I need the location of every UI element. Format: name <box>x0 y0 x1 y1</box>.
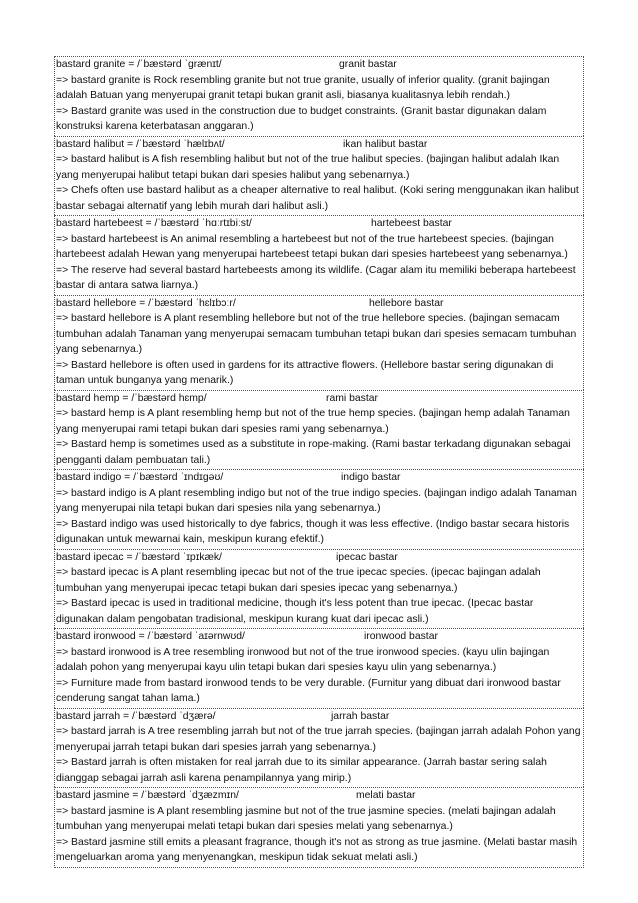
entry-definition: => bastard ipecac is A plant resembling ipecac but not of the true ipecac species. (ipecac bajingan adalah tumbuhan yang menyerupai ipecac tetapi bukan dari spesies ipecac yang sebenarnya.) <box>56 567 541 594</box>
entry-example: => Bastard hemp is sometimes used as a substitute in rope-making. (Rami bastar terkadang digunakan sebagai pengganti dalam pembuatan tali.) <box>56 439 571 466</box>
entry-example: => Bastard jarrah is often mistaken for real jarrah due to its similar appearance. (Jarrah bastar sering salah dianggap sebagai jarrah asli karena penampilannya yang mirip.) <box>56 757 547 784</box>
entry-term: bastard ipecac = /ˈbæstərd ˈɪpɪkæk/ <box>56 551 222 563</box>
entry-example: => Bastard ipecac is used in traditional medicine, though it's less potent than true ipecac. (Ipecac bastar digunakan dalam pengobatan tradisional, meskipun kurang kuat dari ipecac asli.) <box>56 598 534 625</box>
entry-definition: => bastard hartebeest is An animal resembling a hartebeest but not of the true hartebeest species. (bajingan hartebeest adalah Hewan yang menyerupai hartebeest tetapi bukan dari spesies hartebeest yang sebenarnya.) <box>56 233 568 260</box>
entry-example: => Bastard granite was used in the construction due to budget constraints. (Granit bastar digunakan dalam konstruksi karena keterbatasan anggaran.) <box>56 105 547 132</box>
entry-translation: hellebore bastar <box>369 297 444 309</box>
entry-translation: hartebeest bastar <box>371 218 452 229</box>
dictionary-page <box>54 56 584 868</box>
entry-term: bastard hemp = /ˈbæstərd hɛmp/ <box>56 392 207 404</box>
entry-term: bastard indigo = /ˈbæstərd ˈɪndɪɡəʊ/ <box>56 472 224 483</box>
entry-header <box>56 137 583 153</box>
entry-translation: indigo bastar <box>341 472 401 483</box>
entry-example: => Bastard indigo was used historically to dye fabrics, though it was less effective. (Indigo bastar secara historis digunakan untuk mewarnai kain, meskipun kurang efektif.) <box>56 518 570 545</box>
entry-example: => Chefs often use bastard halibut as a cheaper alternative to real halibut. (Koki sering menggunakan ikan halibut bastar sebagai alternatif yang lebih murah dari halibut asli.) <box>56 185 579 212</box>
entry-term: bastard hellebore = /ˈbæstərd ˈhɛlɪbɔːr/ <box>56 297 236 309</box>
entry-bastard-hemp <box>54 390 584 470</box>
entry-translation: ipecac bastar <box>336 551 398 563</box>
entry-definition: => bastard ironwood is A tree resembling ironwood but not of the true ironwood species. (kayu ulin bajingan adalah pohon yang menyerupai kayu ulin tetapi bukan dari spesies kayu ulin yang sebenarnya.) <box>56 646 550 673</box>
entry-header <box>56 709 583 725</box>
entry-term: bastard granite = /ˈbæstərd ˈɡrænɪt/ <box>56 59 222 70</box>
entry-bastard-indigo <box>54 469 584 549</box>
entry-header <box>56 788 583 804</box>
entry-term: bastard ironwood = /ˈbæstərd ˈaɪərnwʊd/ <box>56 631 245 642</box>
entry-bastard-jarrah <box>54 708 584 788</box>
entry-term: bastard jarrah = /ˈbæstərd ˈdʒærə/ <box>56 710 216 722</box>
entry-definition: => bastard hemp is A plant resembling hemp but not of the true hemp species. (bajingan hemp adalah Tanaman yang menyerupai rami tetapi bukan dari spesies rami yang sebenarnya.) <box>56 408 570 435</box>
entry-header <box>56 391 583 407</box>
entry-translation: jarrah bastar <box>331 710 390 722</box>
entry-definition: => bastard hellebore is A plant resembling hellebore but not of the true hellebore species. (bajingan semacam tumbuhan adalah Tanaman yang menyerupai semacam tumbuhan tetapi bukan dari spesies semacam tumbuhan yang sebenarnya.) <box>56 313 577 355</box>
entry-translation: ironwood bastar <box>364 631 438 642</box>
entry-bastard-ironwood <box>54 628 584 708</box>
entry-term: bastard jasmine = /ˈbæstərd ˈdʒæzmɪn/ <box>56 790 239 801</box>
entry-header <box>56 216 583 232</box>
entry-definition: => bastard halibut is A fish resembling halibut but not of the true halibut species. (bajingan halibut adalah Ikan yang menyerupai halibut tetapi bukan dari spesies halibut yang sebenarnya.) <box>56 154 560 181</box>
entry-header <box>56 57 583 73</box>
entry-header <box>56 470 583 486</box>
entry-example: => Bastard hellebore is often used in gardens for its attractive flowers. (Hellebore bastar sering digunakan di taman untuk bunganya yang menarik.) <box>56 359 554 386</box>
entry-example: => Bastard jasmine still emits a pleasant fragrance, though it's not as strong as true jasmine. (Melati bastar masih mengeluarkan aroma yang menyenangkan, meskipun tidak sekuat melati asli.) <box>56 836 578 863</box>
entry-definition: => bastard jarrah is A tree resembling jarrah but not of the true jarrah species. (bajingan jarrah adalah Pohon yang menyerupai jarrah tetapi bukan dari spesies jarrah yang sebenarnya.) <box>56 726 581 753</box>
entry-bastard-hartebeest <box>54 215 584 295</box>
entry-bastard-hellebore <box>54 295 584 390</box>
entry-term: bastard halibut = /ˈbæstərd ˈhælɪbʌt/ <box>56 138 225 150</box>
entry-translation: rami bastar <box>326 392 378 404</box>
entry-translation: melati bastar <box>356 790 416 801</box>
entry-bastard-halibut <box>54 136 584 216</box>
entry-definition: => bastard granite is Rock resembling granite but not true granite, usually of inferior quality. (granit bajingan adalah Batuan yang menyerupai granit tetapi bukan granit asli, biasanya kualitasnya lebih rendah.) <box>56 74 550 101</box>
entry-header <box>56 296 583 312</box>
entry-bastard-granite <box>54 56 584 136</box>
entry-header <box>56 629 583 645</box>
entry-definition: => bastard jasmine is A plant resembling jasmine but not of the true jasmine species. (melati bajingan adalah tumbuhan yang menyerupai melati tetapi bukan dari spesies melati yang sebenarnya.) <box>56 805 556 832</box>
entry-term: bastard hartebeest = /ˈbæstərd ˈhɑːrtɪbiːst/ <box>56 218 252 229</box>
entry-header <box>56 550 583 566</box>
entry-example: => The reserve had several bastard hartebeests among its wildlife. (Cagar alam itu memiliki beberapa hartebeest bastar di antara satwa liarnya.) <box>56 264 576 291</box>
entry-example: => Furniture made from bastard ironwood tends to be very durable. (Furnitur yang dibuat dari ironwood bastar cenderung sangat tahan lama.) <box>56 677 561 704</box>
entry-definition: => bastard indigo is A plant resembling indigo but not of the true indigo species. (bajingan indigo adalah Tanaman yang menyerupai nila tetapi bukan dari spesies nila yang sebenarnya.) <box>56 487 577 514</box>
entry-bastard-jasmine <box>54 787 584 868</box>
entry-translation: ikan halibut bastar <box>343 138 428 150</box>
entry-translation: granit bastar <box>339 59 397 70</box>
entry-bastard-ipecac <box>54 549 584 629</box>
